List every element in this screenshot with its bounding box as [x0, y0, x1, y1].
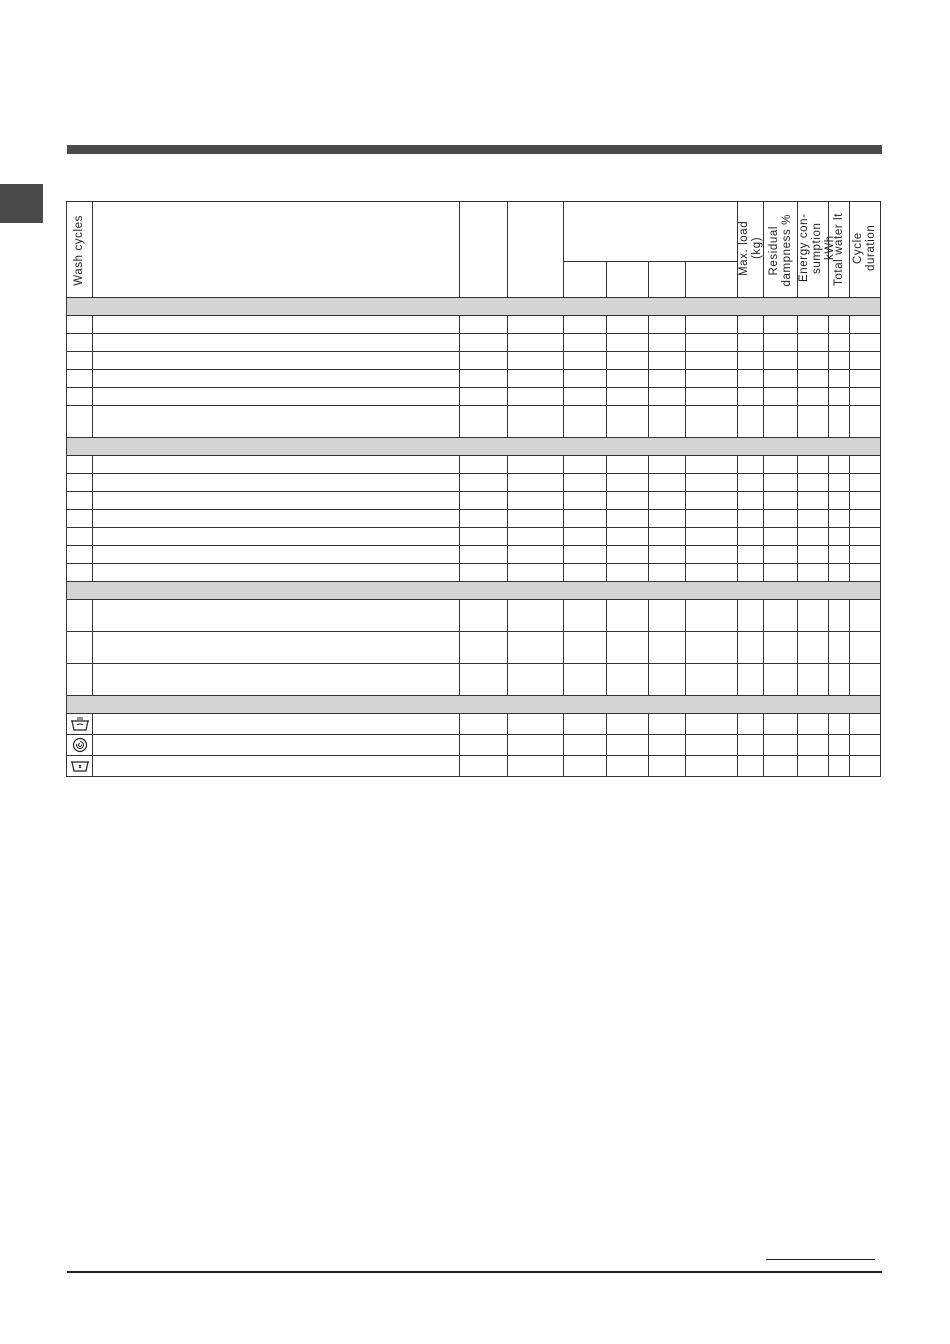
header-sub-3 — [649, 261, 686, 297]
hand-wash-basin-icon — [67, 714, 93, 735]
table-row — [67, 632, 881, 664]
header-residual-dampness: Residual dampness % — [764, 202, 798, 298]
table-row — [67, 474, 881, 492]
table-row — [67, 528, 881, 546]
wash-cycles-table — [66, 201, 881, 777]
table-row — [67, 388, 881, 406]
table-row — [67, 564, 881, 582]
table-row — [67, 664, 881, 696]
table-row — [67, 735, 881, 756]
section-row — [67, 438, 881, 456]
table-row — [67, 756, 881, 777]
header-sub-1 — [564, 261, 607, 297]
section-row — [67, 298, 881, 316]
header-cycle-duration: Cycle duration — [850, 202, 881, 298]
table-row — [67, 510, 881, 528]
page-ref-line — [766, 1259, 875, 1260]
table-row — [67, 492, 881, 510]
table-row — [67, 334, 881, 352]
header-sub-4 — [686, 261, 738, 297]
section-row — [67, 696, 881, 714]
header-energy-consumption: Energy con- sumption kWh — [798, 202, 829, 298]
header-col-4 — [508, 202, 564, 298]
section-row — [67, 582, 881, 600]
header-col-3 — [460, 202, 508, 298]
header-description — [93, 202, 460, 298]
table-row — [67, 546, 881, 564]
header-total-water: Total water lt — [829, 202, 850, 298]
table-row — [67, 406, 881, 438]
spin-spiral-icon — [67, 735, 93, 756]
header-sub-2 — [607, 261, 649, 297]
header-wash-cycles: Wash cycles — [67, 202, 93, 298]
header-bar — [67, 145, 882, 154]
table-row — [67, 316, 881, 334]
table-row — [67, 714, 881, 735]
table-row — [67, 456, 881, 474]
language-tab — [0, 184, 43, 223]
drain-tub-icon — [67, 756, 93, 777]
header-max-load: Max. load (kg) — [738, 202, 764, 298]
header-group — [564, 202, 738, 262]
footer-rule — [67, 1271, 882, 1273]
table-row — [67, 370, 881, 388]
table-row — [67, 352, 881, 370]
table-row — [67, 600, 881, 632]
